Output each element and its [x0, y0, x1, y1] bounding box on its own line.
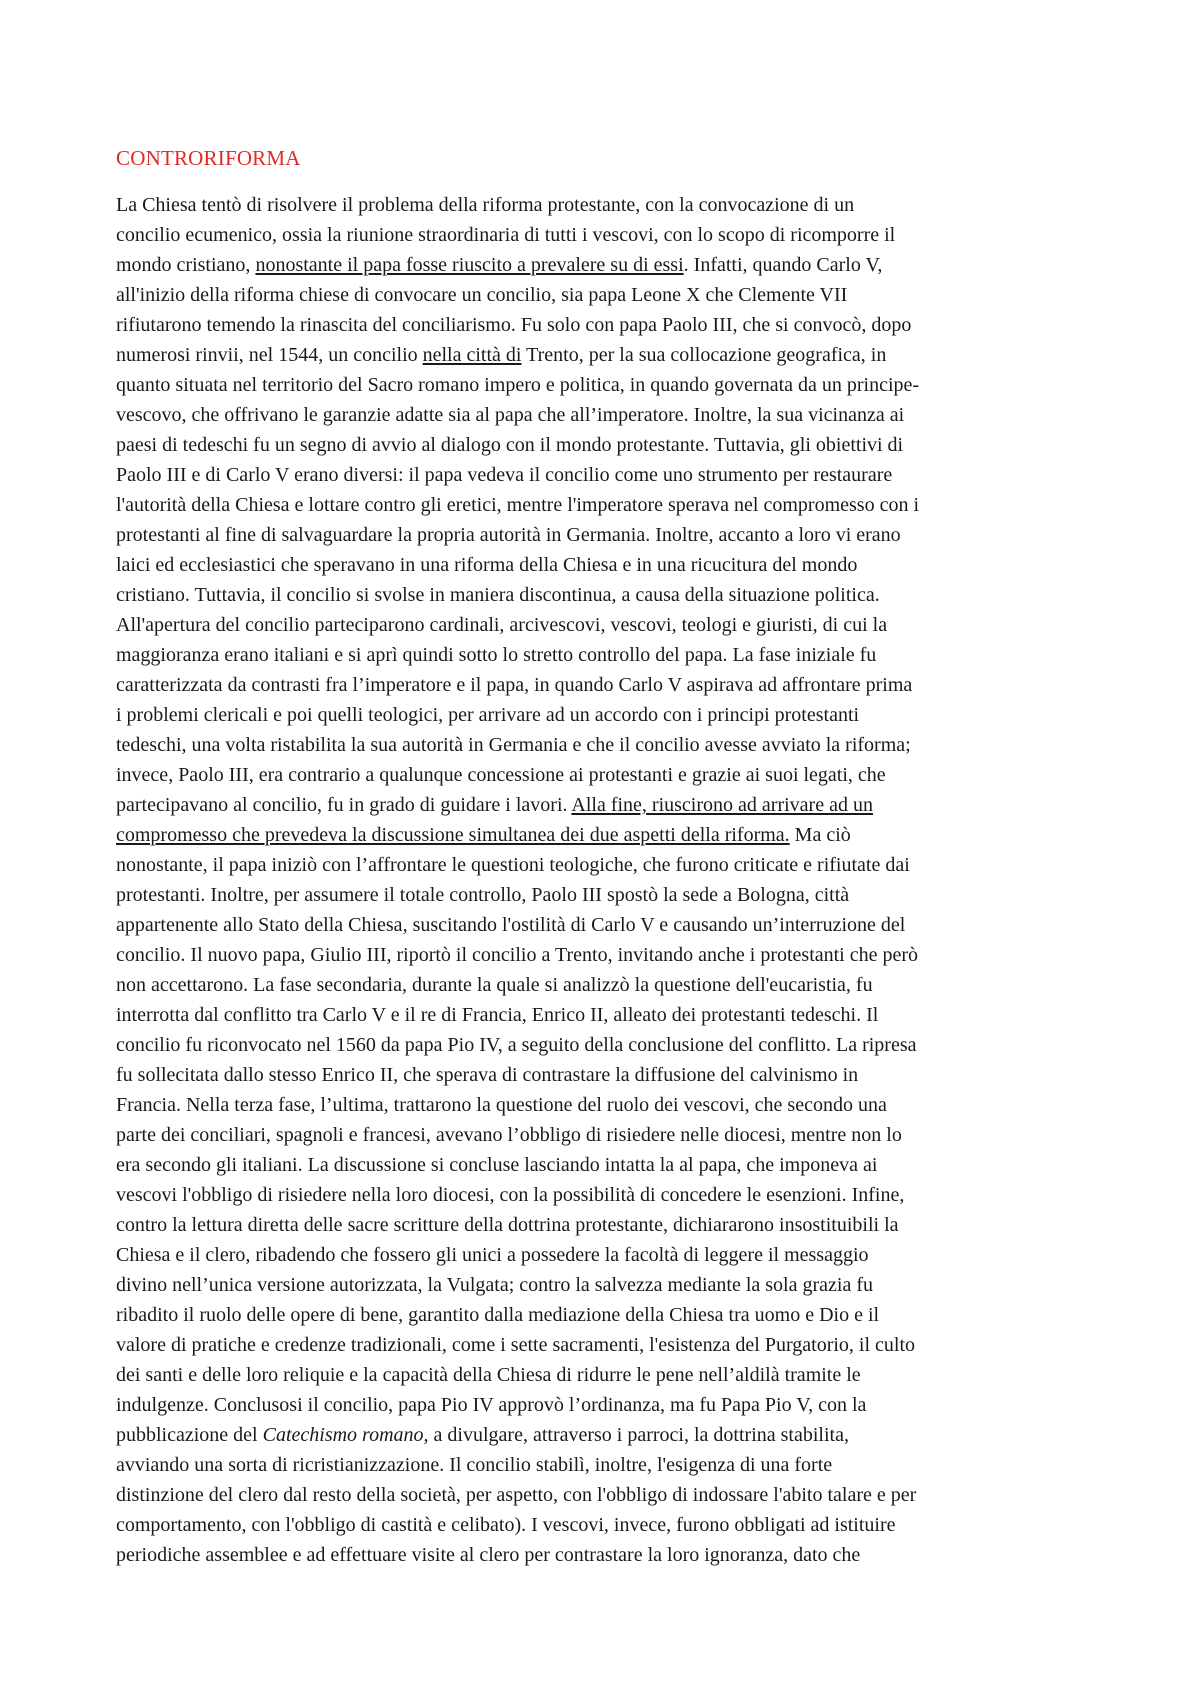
underlined-text: Alla fine, riuscirono ad arrivare ad un [571, 794, 873, 816]
text-segment: . Infatti, quando Carlo V, [683, 254, 883, 276]
text-segment: contro la lettura diretta delle sacre scritture della dottrina protestante, dichiararono insostituibili la [116, 1214, 899, 1236]
page-title: CONTRORIFORMA [116, 146, 301, 170]
text-line [116, 1330, 1098, 1360]
text-segment: ribadito il ruolo delle opere di bene, garantito dalla mediazione della Chiesa tra uomo e Dio e il [116, 1304, 880, 1326]
text-segment: paesi di tedeschi fu un segno di avvio al dialogo con il mondo protestante. Tuttavia, gli obiettivi di [116, 434, 904, 456]
text-line [116, 1000, 1098, 1030]
text-segment: divino nell’unica versione autorizzata, la Vulgata; contro la salvezza mediante la sola grazia fu [116, 1274, 873, 1296]
text-segment: all'inizio della riforma chiese di convocare un concilio, sia papa Leone X che Clemente VII [116, 284, 848, 306]
text-line [116, 1300, 1098, 1330]
text-line [116, 1210, 1098, 1240]
text-segment: La Chiesa tentò di risolvere il problema della riforma protestante, con la convocazione di un [116, 194, 855, 216]
text-line [116, 460, 1098, 490]
text-line [116, 1420, 1098, 1450]
text-line [116, 490, 1098, 520]
text-segment: parte dei conciliari, spagnoli e francesi, avevano l’obbligo di risiedere nelle diocesi, mentre non lo [116, 1124, 902, 1146]
text-segment: cristiano. Tuttavia, il concilio si svolse in maniera discontinua, a causa della situazione politica. [116, 584, 880, 606]
text-line [116, 610, 1098, 640]
text-line [116, 550, 1098, 580]
text-line [116, 790, 1098, 820]
text-line [116, 190, 1098, 220]
text-line [116, 1120, 1098, 1150]
text-segment: partecipavano al concilio, fu in grado di guidare i lavori. [116, 794, 572, 816]
underlined-text: nella città di [422, 344, 522, 366]
text-segment: concilio. Il nuovo papa, Giulio III, riportò il concilio a Trento, invitando anche i protestanti che però [116, 944, 919, 966]
text-line [116, 1450, 1098, 1480]
underlined-text: compromesso che prevedeva la discussione simultanea dei due aspetti della riforma. [116, 824, 790, 846]
text-line [116, 370, 1098, 400]
text-segment: non accettarono. La fase secondaria, durante la quale si analizzò la questione dell'eucaristia, fu [116, 974, 873, 996]
text-segment: maggioranza erano italiani e si aprì quindi sotto lo stretto controllo del papa. La fase iniziale fu [116, 644, 877, 666]
text-line [116, 430, 1098, 460]
text-line [116, 880, 1098, 910]
text-segment: Paolo III e di Carlo V erano diversi: il papa vedeva il concilio come uno strumento per restaurare [116, 464, 893, 486]
text-segment: mondo cristiano, [116, 254, 256, 276]
text-line [116, 1180, 1098, 1210]
text-line [116, 820, 1098, 850]
text-line [116, 250, 1098, 280]
text-line [116, 220, 1098, 250]
text-segment: era secondo gli italiani. La discussione si concluse lasciando intatta la al papa, che imponeva ai [116, 1154, 878, 1176]
text-segment: l'autorità della Chiesa e lottare contro gli eretici, mentre l'imperatore sperava nel compromesso con i [116, 494, 920, 516]
text-line [116, 1360, 1098, 1390]
text-line [116, 910, 1098, 940]
text-segment: pubblicazione del [116, 1424, 263, 1446]
body-paragraph [116, 190, 1098, 1570]
text-segment: i problemi clericali e poi quelli teologici, per arrivare ad un accordo con i principi protestanti [116, 704, 860, 726]
text-segment: nonostante, il papa iniziò con l’affrontare le questioni teologiche, che furono criticate e rifiutate dai [116, 854, 910, 876]
text-line [116, 1030, 1098, 1060]
text-segment: numerosi rinvii, nel 1544, un concilio [116, 344, 423, 366]
text-line [116, 1510, 1098, 1540]
text-segment: vescovi l'obbligo di risiedere nella loro diocesi, con la possibilità di concedere le esenzioni. Infine, [116, 1184, 905, 1206]
text-line [116, 280, 1098, 310]
text-segment: invece, Paolo III, era contrario a qualunque concessione ai protestanti e grazie ai suoi legati, che [116, 764, 886, 786]
text-line [116, 580, 1098, 610]
text-line [116, 1390, 1098, 1420]
text-segment: avviando una sorta di ricristianizzazione. Il concilio stabilì, inoltre, l'esigenza di una forte [116, 1454, 833, 1476]
text-line [116, 1270, 1098, 1300]
text-line [116, 1480, 1098, 1510]
text-line [116, 1150, 1098, 1180]
text-line [116, 670, 1098, 700]
text-line [116, 310, 1098, 340]
text-line [116, 730, 1098, 760]
text-segment: concilio ecumenico, ossia la riunione straordinaria di tutti i vescovi, con lo scopo di ricomporre il [116, 224, 896, 246]
text-segment: quanto situata nel territorio del Sacro romano impero e politica, in quando governata da un principe- [116, 374, 920, 396]
underlined-text: nonostante il papa fosse riuscito a prevalere su di essi [255, 254, 684, 276]
text-line [116, 1060, 1098, 1090]
text-segment: valore di pratiche e credenze tradizionali, come i sette sacramenti, l'esistenza del Purgatorio, il culto [116, 1334, 916, 1356]
text-line [116, 760, 1098, 790]
text-line [116, 640, 1098, 670]
text-segment: a divulgare, attraverso i parroci, la dottrina stabilita, [428, 1424, 849, 1446]
text-segment: Ma ciò [789, 824, 851, 846]
text-segment: interrotta dal conflitto tra Carlo V e il re di Francia, Enrico II, alleato dei protestanti tedeschi. Il [116, 1004, 879, 1026]
text-segment: rifiutarono temendo la rinascita del conciliarismo. Fu solo con papa Paolo III, che si convocò, dopo [116, 314, 912, 336]
text-line [116, 400, 1098, 430]
text-segment: appartenente allo Stato della Chiesa, suscitando l'ostilità di Carlo V e causando un’interruzione del [116, 914, 906, 936]
text-segment: distinzione del clero dal resto della società, per aspetto, con l'obbligo di indossare l'abito talare e per [116, 1484, 917, 1506]
text-segment: caratterizzata da contrasti fra l’imperatore e il papa, in quando Carlo V aspirava ad affrontare prima [116, 674, 913, 696]
text-line [116, 520, 1098, 550]
text-line [116, 1090, 1098, 1120]
text-line [116, 1540, 1098, 1570]
text-segment: All'apertura del concilio parteciparono cardinali, arcivescovi, vescovi, teologi e giuristi, di cui la [116, 614, 888, 636]
text-segment: Chiesa e il clero, ribadendo che fossero gli unici a possedere la facoltà di leggere il messaggio [116, 1244, 869, 1266]
text-segment: Francia. Nella terza fase, l’ultima, trattarono la questione del ruolo dei vescovi, che secondo una [116, 1094, 887, 1116]
text-line [116, 850, 1098, 880]
text-segment: protestanti al fine di salvaguardare la propria autorità in Germania. Inoltre, accanto a loro vi erano [116, 524, 901, 546]
text-segment: protestanti. Inoltre, per assumere il totale controllo, Paolo III spostò la sede a Bologna, città [116, 884, 850, 906]
text-segment: concilio fu riconvocato nel 1560 da papa Pio IV, a seguito della conclusione del conflitto. La ripresa [116, 1034, 917, 1056]
text-segment: Trento, per la sua collocazione geografica, in [521, 344, 887, 366]
text-line [116, 700, 1098, 730]
text-line [116, 1240, 1098, 1270]
text-segment: fu sollecitata dallo stesso Enrico II, che sperava di contrastare la diffusione del calvinismo in [116, 1064, 859, 1086]
text-line [116, 970, 1098, 1000]
text-segment: indulgenze. Conclusosi il concilio, papa Pio IV approvò l’ordinanza, ma fu Papa Pio V, con la [116, 1394, 867, 1416]
text-segment: comportamento, con l'obbligo di castità e celibato). I vescovi, invece, furono obbligati ad istituire [116, 1514, 896, 1536]
text-segment: tedeschi, una volta ristabilita la sua autorità in Germania e che il concilio avesse avviato la riforma; [116, 734, 911, 756]
text-line [116, 340, 1098, 370]
text-segment: periodiche assemblee e ad effettuare visite al clero per contrastare la loro ignoranza, dato che [116, 1544, 861, 1566]
text-line [116, 940, 1098, 970]
italic-title: Catechismo romano, [262, 1424, 429, 1446]
text-segment: laici ed ecclesiastici che speravano in una riforma della Chiesa e in una ricucitura del mondo [116, 554, 858, 576]
text-segment: vescovo, che offrivano le garanzie adatte sia al papa che all’imperatore. Inoltre, la sua vicinanza ai [116, 404, 905, 426]
text-segment: dei santi e delle loro reliquie e la capacità della Chiesa di ridurre le pene nell’aldilà tramite le [116, 1364, 861, 1386]
